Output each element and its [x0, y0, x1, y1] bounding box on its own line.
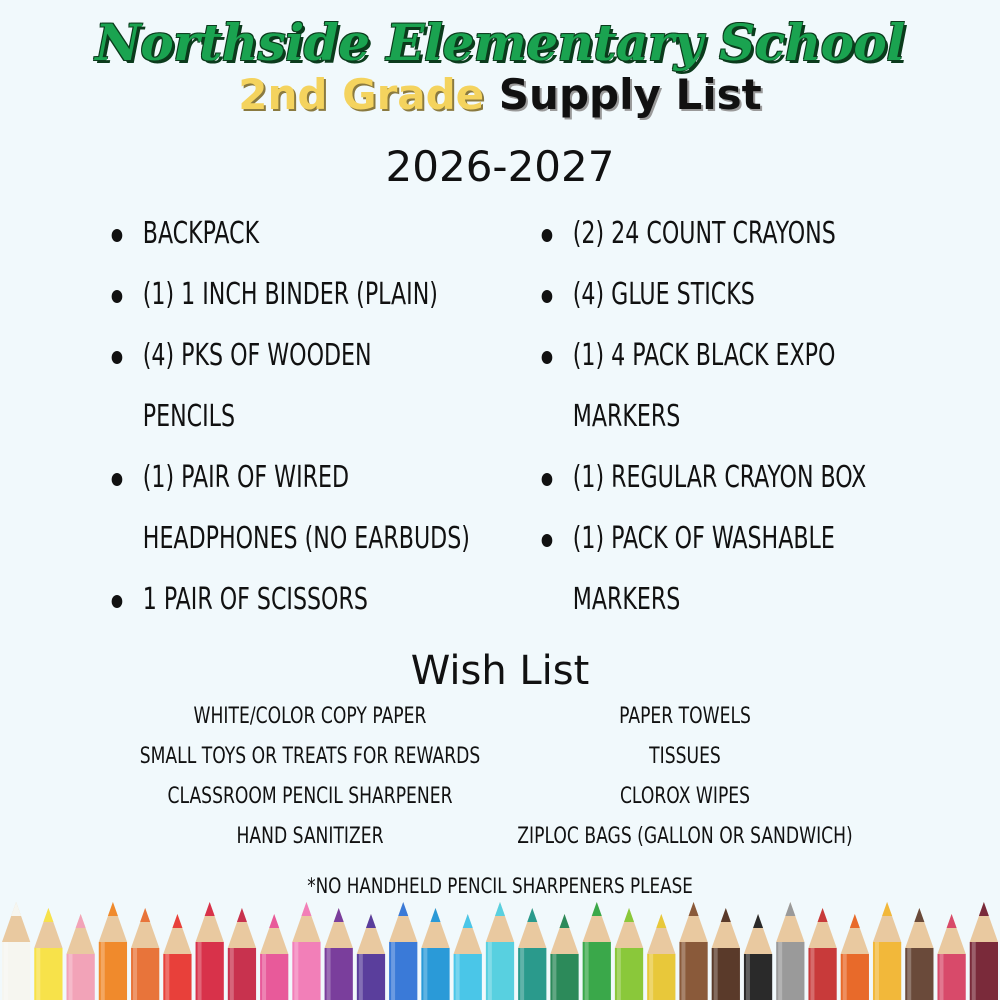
supply-list-label: Supply List	[498, 70, 762, 119]
pencil-icon	[196, 902, 224, 1000]
pencil-icon	[292, 902, 320, 1000]
pencil-icon	[357, 914, 385, 1000]
sharpener-note	[0, 868, 1000, 904]
grade-label: 2nd Grade	[238, 70, 485, 119]
supply-item: (1) REGULAR CRAYON BOX	[540, 447, 884, 508]
pencil-icon	[808, 908, 836, 1000]
supply-item: (1) 1 INCH BINDER (PLAIN)	[110, 264, 454, 325]
school-year: 2026-2027	[385, 142, 615, 191]
pencil-icon	[325, 908, 353, 1000]
pencil-icon	[905, 908, 933, 1000]
pencil-icon	[486, 902, 514, 1000]
pencil-icon	[260, 914, 288, 1000]
wish-list-title: Wish List	[410, 648, 590, 694]
pencil-icon	[454, 914, 482, 1000]
pencil-icon	[970, 902, 998, 1000]
pencil-icon	[518, 908, 546, 1000]
wish-item: SMALL TOYS OR TREATS FOR REWARDS	[139, 744, 481, 769]
supply-item: (2) 24 COUNT CRAYONS	[540, 203, 884, 264]
supply-item: BACKPACK	[110, 203, 454, 264]
pencil-icon	[67, 914, 95, 1000]
pencil-icon	[647, 914, 675, 1000]
pencil-icon	[937, 914, 965, 1000]
wish-list-right	[460, 697, 910, 857]
supply-item: 1 PAIR OF SCISSORS	[110, 569, 454, 630]
pencil-icon	[131, 908, 159, 1000]
pencil-icon	[421, 908, 449, 1000]
supply-list-right	[540, 203, 960, 630]
pencil-icon	[776, 902, 804, 1000]
wish-item: ZIPLOC BAGS (GALLON OR SANDWICH)	[517, 824, 853, 849]
pencil-icon	[841, 914, 869, 1000]
supply-item: (1) 4 PACK BLACK EXPO MARKERS	[540, 325, 868, 447]
pencil-icon	[583, 902, 611, 1000]
pencil-icon	[99, 902, 127, 1000]
supply-item: (1) PACK OF WASHABLE MARKERS	[540, 508, 868, 630]
wish-item: HAND SANITIZER	[236, 824, 384, 849]
supply-item: (1) PAIR OF WIRED HEADPHONES (NO EARBUDS)	[110, 447, 471, 569]
pencil-icon	[615, 908, 643, 1000]
supply-item: (4) GLUE STICKS	[540, 264, 884, 325]
pencil-icon	[712, 908, 740, 1000]
school-name: Northside Elementary School	[95, 13, 905, 72]
colored-pencils-border	[0, 900, 1000, 1000]
wish-item: TISSUES	[649, 744, 721, 769]
note-text: *NO HANDHELD PENCIL SHARPENERS PLEASE	[307, 874, 693, 898]
pencil-icon	[389, 902, 417, 1000]
pencil-icon	[228, 908, 256, 1000]
wish-item: CLASSROOM PENCIL SHARPENER	[167, 784, 453, 809]
wish-item: PAPER TOWELS	[619, 704, 751, 729]
supply-list-left	[110, 203, 530, 630]
pencil-icon	[2, 902, 30, 1000]
pencil-icon	[34, 908, 62, 1000]
pencil-icon	[163, 914, 191, 1000]
wish-item: CLOROX WIPES	[619, 784, 751, 809]
supply-item: (4) PKS OF WOODEN PENCILS	[110, 325, 454, 447]
wish-item: WHITE/COLOR COPY PAPER	[193, 704, 427, 729]
pencil-icon	[679, 902, 707, 1000]
list-subtitle	[0, 68, 1000, 122]
pencil-icon	[744, 914, 772, 1000]
pencil-icon	[550, 914, 578, 1000]
pencil-icon	[873, 902, 901, 1000]
